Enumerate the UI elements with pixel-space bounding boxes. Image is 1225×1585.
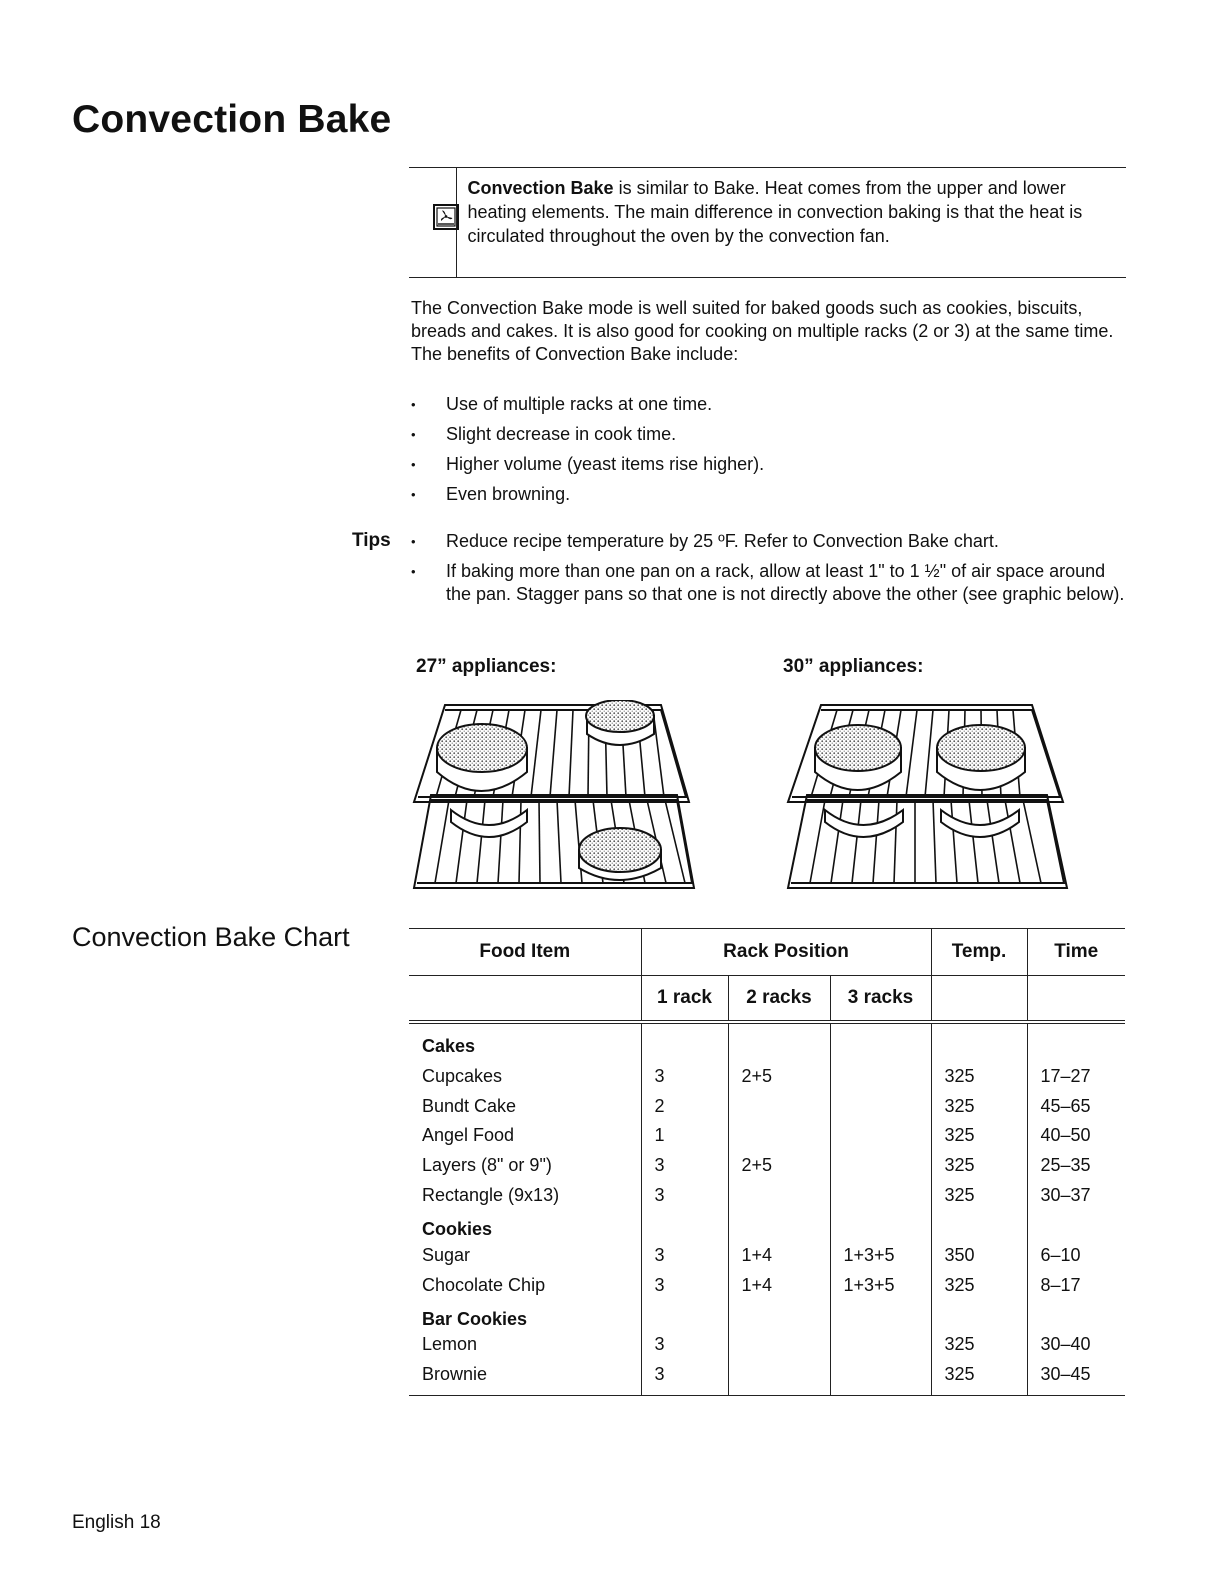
table-row: [409, 1151, 1125, 1181]
chart-body: [409, 1022, 1125, 1396]
time-cell: 6–10: [1027, 1240, 1125, 1270]
table-row: [409, 1330, 1125, 1360]
header-blank: [1027, 976, 1125, 1022]
food-cell: Brownie: [409, 1360, 641, 1396]
temp-cell: 350: [931, 1240, 1027, 1270]
food-cell: Layers (8" or 9"): [422, 1155, 552, 1176]
intro-bold-lead: Convection Bake: [467, 178, 614, 198]
empty-cell: [728, 1300, 830, 1330]
header-rack-position: Rack Position: [641, 929, 931, 976]
empty-cell: [830, 1022, 931, 1062]
header-temp: Temp.: [931, 929, 1027, 976]
rack-illustration-30: [785, 700, 1070, 895]
intro-paragraph: The Convection Bake mode is well suited for baked goods such as cookies, biscuits, breads and cakes. It is also good for cooking on multiple racks (2 or 3) at the same time. The benefits of Convection Bake include:: [411, 298, 1114, 364]
header-blank: [931, 976, 1027, 1022]
table-row: [409, 1091, 1125, 1121]
rack-3-cell: [830, 1121, 931, 1151]
food-cell: Rectangle (9x13): [422, 1185, 560, 1206]
empty-cell: [931, 1300, 1027, 1330]
intro-icon-cell: [409, 168, 457, 277]
list-item: • Reduce recipe temperature by 25 ºF. Refer to Convection Bake chart.: [411, 530, 1131, 553]
empty-cell: [641, 1210, 728, 1240]
rack-2-cell: 2+5: [728, 1062, 830, 1092]
empty-cell: [641, 1022, 728, 1062]
time-cell: 40–50: [1027, 1121, 1125, 1151]
rack-3-cell: [830, 1330, 931, 1360]
empty-cell: [641, 1300, 728, 1330]
header-1-rack: 1 rack: [641, 976, 728, 1022]
temp-cell: 325: [931, 1181, 1027, 1211]
convection-fan-icon: [433, 204, 459, 230]
food-cell: Angel Food: [422, 1125, 515, 1146]
list-item: • If baking more than one pan on a rack, allow at least 1" to 1 ½" of air space around the pan. Stagger pans so that one is not directly above the other (see graphic below).: [411, 560, 1131, 606]
rack-2-cell: [728, 1360, 830, 1396]
chart-heading: Convection Bake Chart: [72, 922, 350, 952]
rack-1-cell: 3: [641, 1360, 728, 1396]
temp-cell: 325: [931, 1091, 1027, 1121]
header-food-item: Food Item: [409, 929, 641, 976]
food-cell: Bundt Cake: [422, 1095, 517, 1116]
list-item: • Higher volume (yeast items rise higher).: [411, 453, 1051, 476]
category-label: Bar Cookies: [422, 1309, 528, 1330]
rack-3-cell: [830, 1181, 931, 1211]
header-3-racks: 3 racks: [830, 976, 931, 1022]
empty-cell: [931, 1022, 1027, 1062]
temp-cell: 325: [931, 1121, 1027, 1151]
rack-illustration-27: [409, 700, 699, 895]
empty-cell: [728, 1210, 830, 1240]
time-cell: 30–45: [1027, 1360, 1125, 1396]
empty-cell: [1027, 1022, 1125, 1062]
time-cell: 30–40: [1027, 1330, 1125, 1360]
intro-body: is similar to Bake. Heat comes from the upper and lower heating elements. The main difference in convection baking is that the heat is circulated throughout the oven by the convection fan.: [467, 178, 1083, 246]
rack-1-cell: 3: [641, 1151, 728, 1181]
rack-3-cell: [830, 1360, 931, 1396]
time-cell: 25–35: [1027, 1151, 1125, 1181]
rack-1-cell: 1: [641, 1121, 728, 1151]
rack-1-cell: 3: [641, 1062, 728, 1092]
intro-box: [409, 167, 1126, 278]
table-row: [409, 1121, 1125, 1151]
time-cell: 17–27: [1027, 1062, 1125, 1092]
rack-1-cell: 3: [641, 1270, 728, 1300]
rack-1-cell: 2: [641, 1091, 728, 1121]
rack-2-cell: 1+4: [728, 1270, 830, 1300]
category-label: Cakes: [422, 1036, 476, 1056]
rack-2-cell: 1+4: [728, 1240, 830, 1270]
benefits-list: [411, 393, 1051, 513]
tips-label: Tips: [352, 530, 391, 551]
rack-3-cell: [830, 1091, 931, 1121]
temp-cell: 325: [931, 1062, 1027, 1092]
page-footer: English 18: [72, 1512, 161, 1533]
food-cell: Cupcakes: [422, 1065, 503, 1086]
header-time: Time: [1027, 929, 1125, 976]
time-cell: 30–37: [1027, 1181, 1125, 1211]
time-cell: 8–17: [1027, 1270, 1125, 1300]
rack-2-cell: [728, 1121, 830, 1151]
table-row: [409, 1181, 1125, 1211]
empty-cell: [931, 1210, 1027, 1240]
category-row: [409, 1300, 1125, 1330]
category-row: [409, 1022, 1125, 1062]
table-row: [409, 1062, 1125, 1092]
appliance-27-label: 27” appliances:: [416, 656, 557, 677]
rack-1-cell: 3: [641, 1181, 728, 1211]
appliance-30-label: 30” appliances:: [783, 656, 924, 677]
header-blank: [409, 976, 641, 1022]
empty-cell: [830, 1210, 931, 1240]
rack-2-cell: [728, 1091, 830, 1121]
food-cell: Sugar: [422, 1244, 471, 1265]
empty-cell: [1027, 1300, 1125, 1330]
empty-cell: [830, 1300, 931, 1330]
time-cell: 45–65: [1027, 1091, 1125, 1121]
rack-1-cell: 3: [641, 1330, 728, 1360]
category-label: Cookies: [422, 1219, 493, 1240]
temp-cell: 325: [931, 1360, 1027, 1396]
table-row: [409, 1240, 1125, 1270]
convection-bake-chart: [409, 928, 1125, 1396]
category-row: [409, 1210, 1125, 1240]
food-cell: Chocolate Chip: [422, 1274, 546, 1295]
rack-3-cell: [830, 1062, 931, 1092]
rack-2-cell: [728, 1330, 830, 1360]
empty-cell: [728, 1022, 830, 1062]
page-title: Convection Bake: [72, 98, 392, 141]
temp-cell: 325: [931, 1330, 1027, 1360]
rack-2-cell: [728, 1181, 830, 1211]
rack-3-cell: [830, 1151, 931, 1181]
table-row: [409, 1270, 1125, 1300]
list-item: • Slight decrease in cook time.: [411, 423, 1051, 446]
header-2-racks: 2 racks: [728, 976, 830, 1022]
temp-cell: 325: [931, 1270, 1027, 1300]
tips-list: [411, 530, 1131, 613]
food-cell: Lemon: [422, 1334, 478, 1355]
temp-cell: 325: [931, 1151, 1027, 1181]
intro-text: [457, 168, 1126, 277]
list-item: • Use of multiple racks at one time.: [411, 393, 1051, 416]
rack-1-cell: 3: [641, 1240, 728, 1270]
empty-cell: [1027, 1210, 1125, 1240]
table-row: [409, 1360, 1125, 1396]
list-item: • Even browning.: [411, 483, 1051, 506]
rack-3-cell: 1+3+5: [830, 1270, 931, 1300]
rack-2-cell: 2+5: [728, 1151, 830, 1181]
rack-3-cell: 1+3+5: [830, 1240, 931, 1270]
